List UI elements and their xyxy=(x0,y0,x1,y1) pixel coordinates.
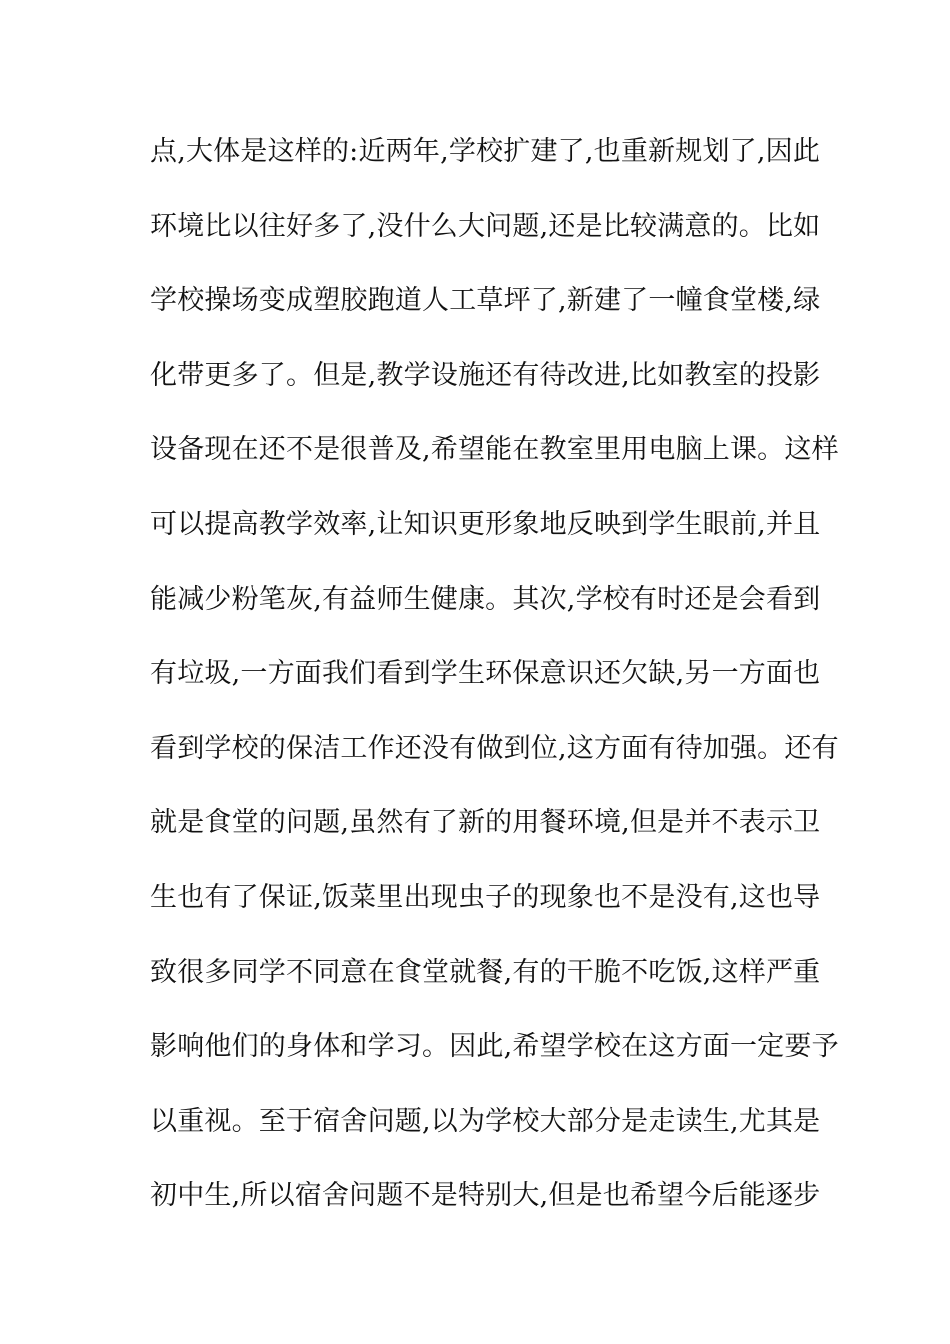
text-line: 以重视。至于宿舍问题,以为学校大部分是走读生,尤其是 xyxy=(150,1105,821,1137)
text-line: 致很多同学不同意在食堂就餐,有的干脆不吃饭,这样严重 xyxy=(150,956,821,988)
text-line: 可以提高教学效率,让知识更形象地反映到学生眼前,并且 xyxy=(150,508,821,540)
text-line: 生也有了保证,饭菜里出现虫子的现象也不是没有,这也导 xyxy=(150,881,821,913)
text-line: 学校操场变成塑胶跑道人工草坪了,新建了一幢食堂楼,绿 xyxy=(150,285,821,317)
body-text xyxy=(150,129,839,1248)
text-line: 就是食堂的问题,虽然有了新的用餐环境,但是并不表示卫 xyxy=(150,807,821,839)
text-line: 初中生,所以宿舍问题不是特别大,但是也希望今后能逐步 xyxy=(150,1180,821,1212)
text-line: 看到学校的保洁工作还没有做到位,这方面有待加强。还有 xyxy=(150,732,839,764)
text-line: 环境比以往好多了,没什么大问题,还是比较满意的。比如 xyxy=(150,210,821,242)
text-line: 化带更多了。但是,教学设施还有待改进,比如教室的投影 xyxy=(150,359,821,391)
text-line: 能减少粉笔灰,有益师生健康。其次,学校有时还是会看到 xyxy=(150,583,821,615)
text-line: 影响他们的身体和学习。因此,希望学校在这方面一定要予 xyxy=(150,1031,839,1063)
text-line: 点,大体是这样的:近两年,学校扩建了,也重新规划了,因此 xyxy=(150,136,821,167)
text-line: 有垃圾,一方面我们看到学生环保意识还欠缺,另一方面也 xyxy=(150,658,821,690)
text-line: 设备现在还不是很普及,希望能在教室里用电脑上课。这样 xyxy=(150,434,839,466)
